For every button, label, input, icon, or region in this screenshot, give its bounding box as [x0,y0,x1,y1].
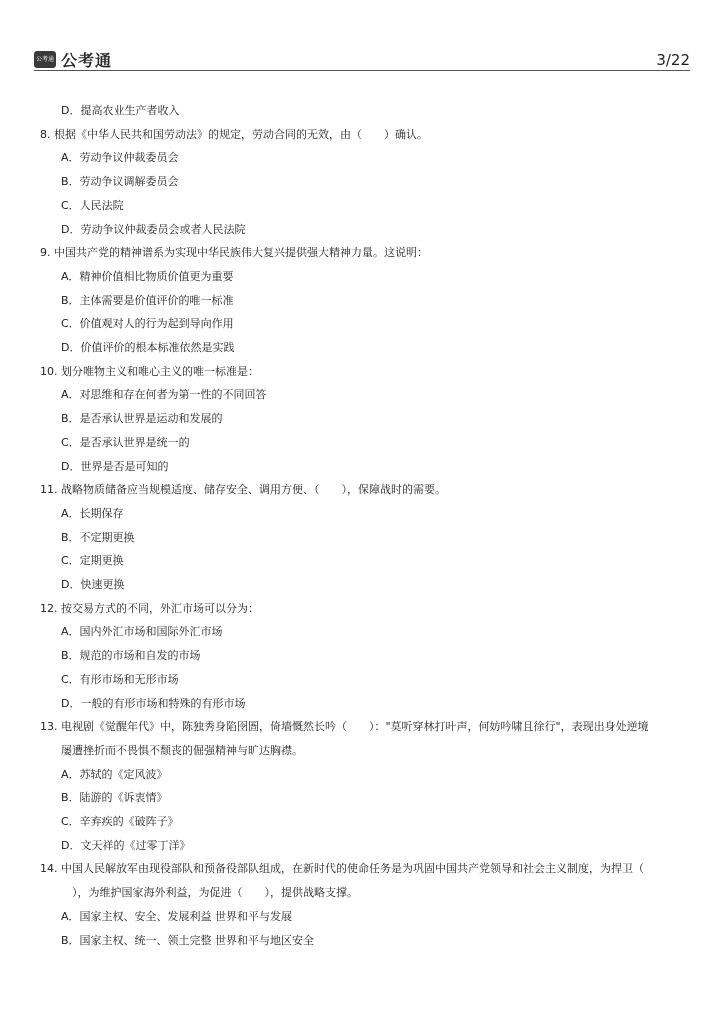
answer-option: A．精神价值相比物质价值更为重要 [61,269,234,283]
page-number: 3/22 [656,51,690,69]
question-stem: 11. 战略物质储备应当规模适度、储存安全、调用方便、（ ），保障战时的需要。 [40,483,446,497]
answer-option: B．国家主权、统一、领土完整 世界和平与地区安全 [61,933,315,947]
question-stem: 12. 按交易方式的不同，外汇市场可以分为： [40,601,259,615]
brand-name: 公考通 [61,51,113,70]
question-stem: 10. 划分唯物主义和唯心主义的唯一标准是： [40,364,259,378]
logo-mark-icon: 公考通 [34,51,56,68]
answer-option: D．价值评价的根本标准依然是实践 [61,341,235,354]
answer-option: D．世界是否是可知的 [61,459,169,473]
answer-option: B．是否承认世界是运动和发展的 [61,412,223,426]
answer-option: B．劳动争议调解委员会 [61,175,179,189]
answer-option: B．陆游的《诉衷情》 [61,791,168,805]
answer-option: C．辛弃疾的《破阵子》 [61,815,179,828]
question-stem: 14. 中国人民解放军由现役部队和预备役部队组成，在新时代的使命任务是为巩固中国共产党领导和社会主义制度，为捍卫（ [40,862,644,876]
answer-option: C．价值观对人的行为起到导向作用 [61,317,234,331]
question-stem-continued: 屡遭挫折而不畏惧不颓丧的倔强精神与旷达胸襟。 [61,743,303,757]
answer-option: C．人民法院 [61,198,124,212]
question-stem: 8. 根据《中华人民共和国劳动法》的规定，劳动合同的无效，由（ ）确认。 [40,127,428,141]
answer-option: C．定期更换 [61,554,124,568]
question-stem: 9. 中国共产党的精神谱系为实现中华民族伟大复兴提供强大精神力量。这说明： [40,246,428,260]
answer-option: B．不定期更换 [61,530,135,544]
answer-option: C．有形市场和无形市场 [61,672,179,686]
answer-option: B．规范的市场和自发的市场 [61,649,201,663]
question-stem: 13. 电视剧《觉醒年代》中，陈独秀身陷囹圄，倚墙慨然长吟（ ）："莫听穿林打叶声，何妨吟啸且徐行"，表现出身处逆境 [40,720,649,734]
answer-option: B．主体需要是价值评价的唯一标准 [61,293,234,307]
answer-option: D．一般的有形市场和特殊的有形市场 [61,696,246,710]
question-stem-continued: ），为维护国家海外利益，为促进（ ），提供战略支撑。 [61,886,358,900]
answer-option: A．对思维和存在何者为第一性的不同回答 [61,388,267,402]
header-divider [34,70,690,71]
answer-option: A．长期保存 [61,506,124,520]
brand-logo [34,48,112,71]
answer-option: D．文天祥的《过零丁洋》 [61,838,191,852]
answer-option: A．国家主权、安全、发展利益 世界和平与发展 [61,909,293,923]
answer-option: D．劳动争议仲裁委员会或者人民法院 [61,222,246,236]
answer-option: A．劳动争议仲裁委员会 [61,151,179,165]
answer-option: A．国内外汇市场和国际外汇市场 [61,625,223,639]
page-header [34,44,690,70]
answer-option: D．快速更换 [61,578,125,591]
answer-option: A．苏轼的《定风波》 [61,767,168,781]
answer-option: C．是否承认世界是统一的 [61,435,190,449]
answer-option: D．提高农业生产者收入 [61,104,180,117]
